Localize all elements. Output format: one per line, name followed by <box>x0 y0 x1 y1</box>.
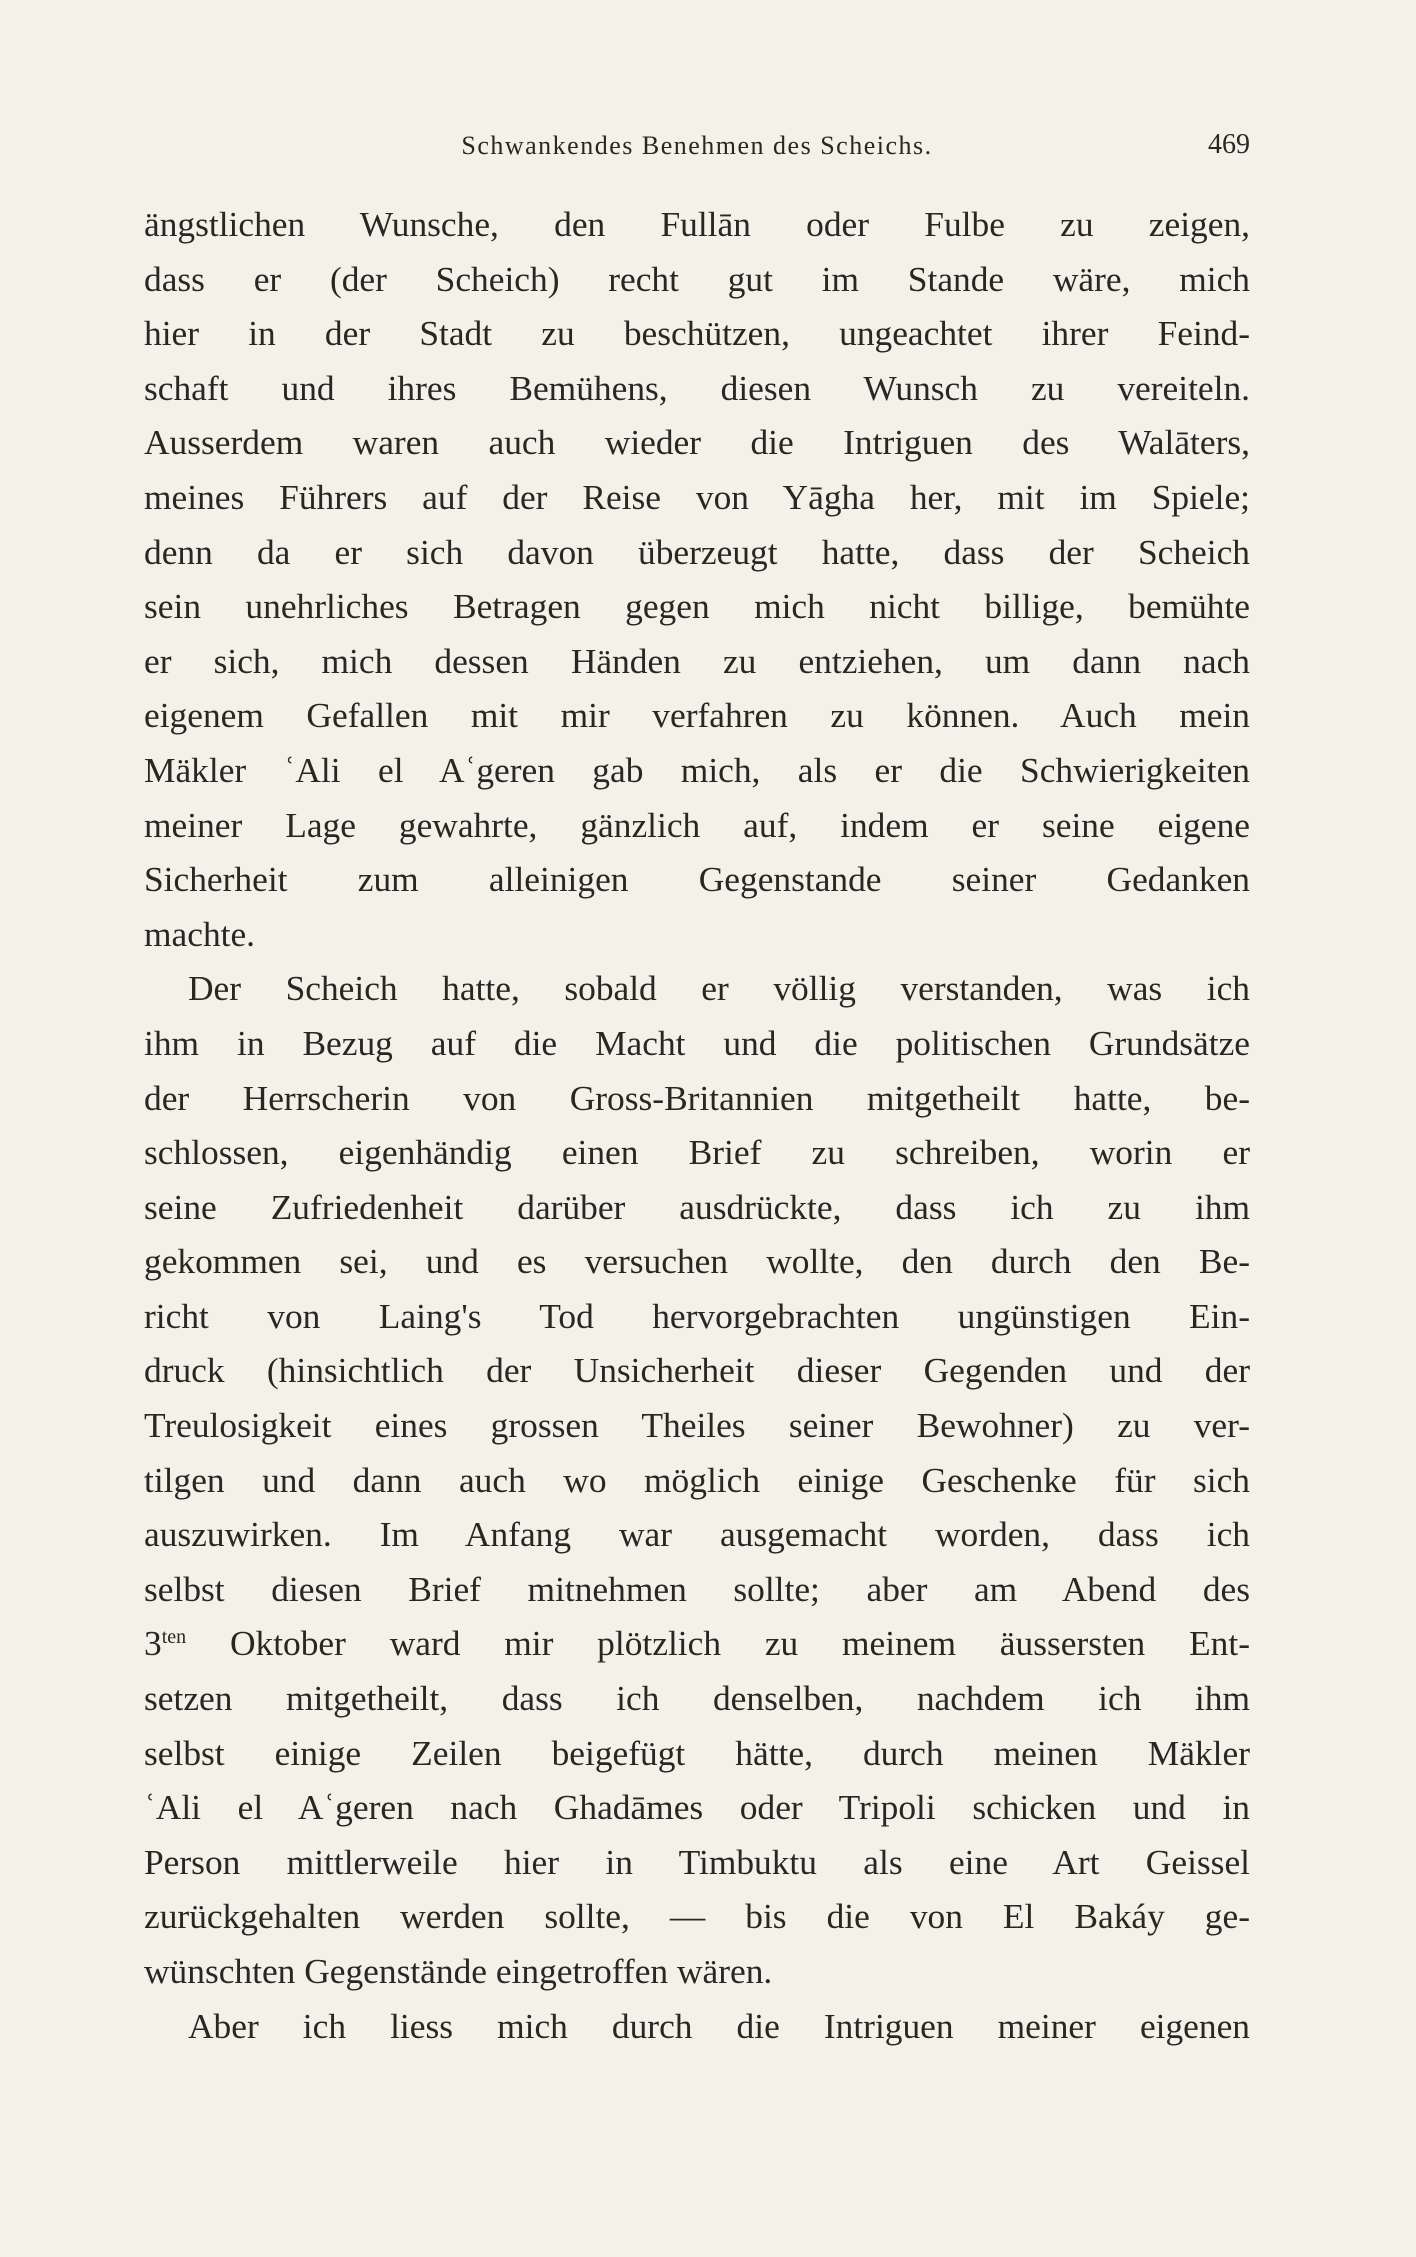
date-line-text: Oktober ward mir plötzlich zu meinem äussersten Ent- <box>229 1623 1250 1664</box>
text-line: tilgen und dann auch wo möglich einige Geschenke für sich <box>144 1459 1250 1500</box>
running-title: Schwankendes Benehmen des Scheichs. <box>461 131 933 160</box>
text-line: schlossen, eigenhändig einen Brief zu schreiben, worin er <box>144 1132 1250 1173</box>
text-line: wünschten Gegenstände eingetroffen wären. <box>144 1951 773 1991</box>
text-line: ängstlichen Wunsche, den Fullān oder Fulbe zu zeigen, <box>144 204 1250 244</box>
text-line: Aber ich liess mich durch die Intriguen meiner eigenen <box>188 2005 1250 2046</box>
text-line: schaft und ihres Bemühens, diesen Wunsch zu vereiteln. <box>144 367 1250 408</box>
text-line: ihm in Bezug auf die Macht und die politischen Grundsätze <box>144 1022 1250 1063</box>
text-line: meines Führers auf der Reise von Yāgha her, mit im Spiele; <box>144 476 1250 517</box>
text-line: eigenem Gefallen mit mir verfahren zu können. Auch mein <box>144 695 1250 736</box>
text-line: gekommen sei, und es versuchen wollte, den durch den Be- <box>144 1241 1250 1282</box>
text-line: auszuwirken. Im Anfang war ausgemacht worden, dass ich <box>144 1514 1250 1555</box>
text-line: Sicherheit zum alleinigen Gegenstande seiner Gedanken <box>144 859 1250 900</box>
text-line: setzen mitgetheilt, dass ich denselben, nachdem ich ihm <box>144 1678 1250 1719</box>
page-number: 469 <box>1208 129 1250 160</box>
text-line: Treulosigkeit eines grossen Theiles seiner Bewohner) zu ver- <box>144 1405 1250 1446</box>
text-line: seine Zufriedenheit darüber ausdrückte, dass ich zu ihm <box>144 1186 1250 1227</box>
text-line: machte. <box>144 913 256 954</box>
text-line: sein unehrliches Betragen gegen mich nicht billige, bemühte <box>144 586 1250 627</box>
text-line: er sich, mich dessen Händen zu entziehen, um dann nach <box>144 640 1250 681</box>
text-line: meiner Lage gewahrte, gänzlich auf, indem er seine eigene <box>144 804 1250 845</box>
text-line: hier in der Stadt zu beschützen, ungeachtet ihrer Feind- <box>144 313 1250 354</box>
text-line: selbst diesen Brief mitnehmen sollte; aber am Abend des <box>144 1568 1250 1609</box>
text-line: der Herrscherin von Gross-Britannien mitgetheilt hatte, be- <box>144 1077 1250 1118</box>
text-line: ʿAli el Aʿgeren nach Ghadāmes oder Tripoli schicken und in <box>144 1787 1250 1828</box>
text-line: Der Scheich hatte, sobald er völlig verstanden, was ich <box>188 968 1250 1009</box>
text-line: richt von Laing's Tod hervorgebrachten ungünstigen Ein- <box>144 1295 1250 1336</box>
text-line: Mäkler ʿAli el Aʿgeren gab mich, als er die Schwierigkeiten <box>144 749 1250 790</box>
text-line: Ausserdem waren auch wieder die Intriguen des Walāters, <box>144 422 1250 463</box>
text-line: druck (hinsichtlich der Unsicherheit dieser Gegenden und der <box>144 1350 1250 1391</box>
text-line: denn da er sich davon überzeugt hatte, dass der Scheich <box>144 531 1250 572</box>
text-line: zurückgehalten werden sollte, — bis die von El Bakáy ge- <box>144 1896 1250 1937</box>
page <box>144 125 1250 2125</box>
text-line: Person mittlerweile hier in Timbuktu als eine Art Geissel <box>144 1841 1250 1882</box>
text-line-date <box>144 1616 1250 1671</box>
body-text <box>144 197 1250 2053</box>
text-line: selbst einige Zeilen beigefügt hätte, durch meinen Mäkler <box>144 1732 1250 1773</box>
date-number: 3 <box>144 1623 162 1664</box>
text-line: dass er (der Scheich) recht gut im Stande wäre, mich <box>144 258 1250 299</box>
date-ordinal-suffix: ten <box>161 1626 187 1649</box>
running-header <box>144 125 1250 165</box>
